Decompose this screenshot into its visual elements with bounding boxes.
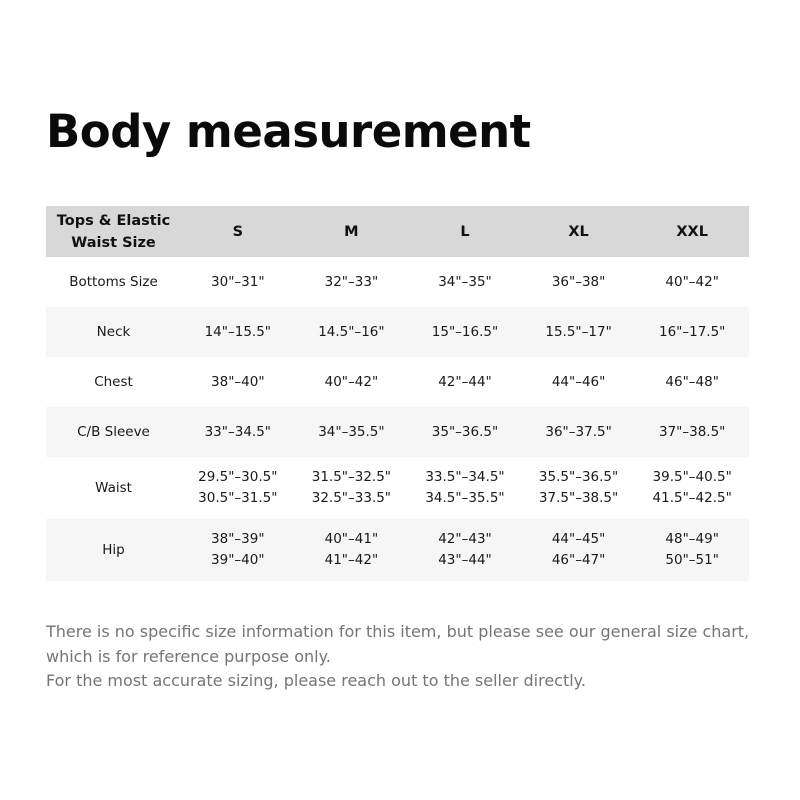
size-note — [46, 620, 766, 694]
measurement-value: 34.5"–35.5" — [425, 490, 505, 506]
measurement-cell-xxl — [635, 457, 749, 519]
measurement-value: 48"–49" — [665, 531, 719, 547]
measurement-value: 44"–46" — [551, 373, 606, 390]
measurement-cell-xxl — [635, 257, 749, 307]
measurement-cell-xxl — [635, 407, 749, 457]
measurement-cell-l — [408, 519, 522, 581]
measurement-value: 14.5"–16" — [318, 323, 385, 340]
measurement-value: 41.5"–42.5" — [652, 490, 732, 506]
measurement-value: 44"–45" — [551, 531, 606, 547]
measurement-value: 35.5"–36.5" — [538, 469, 619, 485]
table-header-row — [46, 206, 749, 257]
measurement-cell-s — [181, 407, 295, 457]
measurement-cell-xxl — [635, 519, 749, 581]
row-label: Neck — [96, 323, 131, 340]
size-chart-table — [46, 206, 749, 581]
measurement-cell-xl — [522, 407, 636, 457]
measurement-cell-xl — [522, 357, 636, 407]
table-row — [46, 257, 749, 307]
measurement-value: 37"–38.5" — [658, 423, 726, 440]
measurement-value: 38"–39" — [211, 531, 265, 547]
measurement-cell-s — [181, 457, 295, 519]
measurement-cell-m — [295, 307, 409, 357]
measurement-value: 46"–48" — [665, 373, 719, 390]
measurement-value: 38"–40" — [211, 373, 265, 390]
measurement-value: 30.5"–31.5" — [198, 490, 278, 506]
table-row — [46, 357, 749, 407]
measurement-value: 33.5"–34.5" — [425, 469, 505, 485]
measurement-cell-l — [408, 257, 522, 307]
measurement-value: 35"–36.5" — [431, 423, 499, 440]
measurement-value: 40"–42" — [665, 273, 719, 290]
size-note-line: There is no specific size information for this item, but please see our general size chart, which is for reference purpose only. — [46, 622, 750, 666]
measurement-value: 34"–35" — [438, 273, 492, 290]
measurement-value: 43"–44" — [438, 552, 492, 568]
measurement-value: 34"–35.5" — [318, 423, 385, 440]
measurement-value: 31.5"–32.5" — [311, 469, 392, 485]
measurement-cell-m — [295, 519, 409, 581]
header-label-line: Tops & Elastic — [56, 212, 171, 229]
measurement-cell-s — [181, 357, 295, 407]
measurement-value: 50"–51" — [665, 552, 719, 568]
measurement-cell-xl — [522, 257, 636, 307]
measurement-cell-m — [295, 257, 409, 307]
size-note-line: For the most accurate sizing, please reach out to the seller directly. — [46, 671, 586, 690]
measurement-cell-xxl — [635, 357, 749, 407]
measurement-value: 46"–47" — [551, 552, 606, 568]
row-label: Hip — [102, 541, 125, 558]
measurement-cell-xxl — [635, 307, 749, 357]
header-size-s: S — [232, 223, 244, 240]
table-row — [46, 519, 749, 581]
measurement-cell-m — [295, 457, 409, 519]
measurement-value: 32.5"–33.5" — [311, 490, 392, 506]
measurement-value: 15"–16.5" — [431, 323, 499, 340]
measurement-value: 42"–44" — [438, 373, 492, 390]
measurement-value: 40"–42" — [324, 373, 379, 390]
header-size-xl: XL — [568, 223, 589, 240]
measurement-value: 39.5"–40.5" — [652, 469, 732, 485]
measurement-value: 32"–33" — [324, 273, 379, 290]
measurement-cell-l — [408, 407, 522, 457]
row-label: Bottoms Size — [69, 273, 158, 290]
measurement-value: 36"–38" — [551, 273, 606, 290]
table-row — [46, 307, 749, 357]
measurement-value: 37.5"–38.5" — [538, 490, 619, 506]
measurement-cell-m — [295, 407, 409, 457]
measurement-cell-l — [408, 307, 522, 357]
measurement-cell-s — [181, 519, 295, 581]
measurement-value: 29.5"–30.5" — [198, 469, 278, 485]
measurement-value: 39"–40" — [211, 552, 265, 568]
measurement-value: 42"–43" — [438, 531, 492, 547]
measurement-cell-xl — [522, 457, 636, 519]
measurement-cell-l — [408, 457, 522, 519]
header-size-xxl: XXL — [676, 223, 708, 240]
header-label-line: Waist Size — [71, 234, 156, 251]
measurement-cell-l — [408, 357, 522, 407]
header-tops-elastic-waist-size — [46, 206, 181, 257]
measurement-cell-xl — [522, 307, 636, 357]
row-label: Chest — [94, 373, 133, 390]
measurement-cell-m — [295, 357, 409, 407]
table-row — [46, 407, 749, 457]
table-row — [46, 457, 749, 519]
measurement-cell-s — [181, 257, 295, 307]
row-label: Waist — [95, 479, 132, 496]
measurement-value: 15.5"–17" — [545, 323, 612, 340]
measurement-cell-s — [181, 307, 295, 357]
measurement-value: 14"–15.5" — [204, 323, 271, 340]
measurement-value: 36"–37.5" — [545, 423, 612, 440]
header-size-m: M — [344, 223, 359, 240]
measurement-value: 30"–31" — [211, 273, 265, 290]
page-title: Body measurement — [46, 105, 531, 158]
measurement-value: 40"–41" — [324, 531, 379, 547]
measurement-value: 16"–17.5" — [658, 323, 726, 340]
measurement-value: 41"–42" — [324, 552, 379, 568]
row-label: C/B Sleeve — [77, 423, 150, 440]
header-size-l: L — [460, 223, 470, 240]
measurement-value: 33"–34.5" — [204, 423, 271, 440]
measurement-cell-xl — [522, 519, 636, 581]
